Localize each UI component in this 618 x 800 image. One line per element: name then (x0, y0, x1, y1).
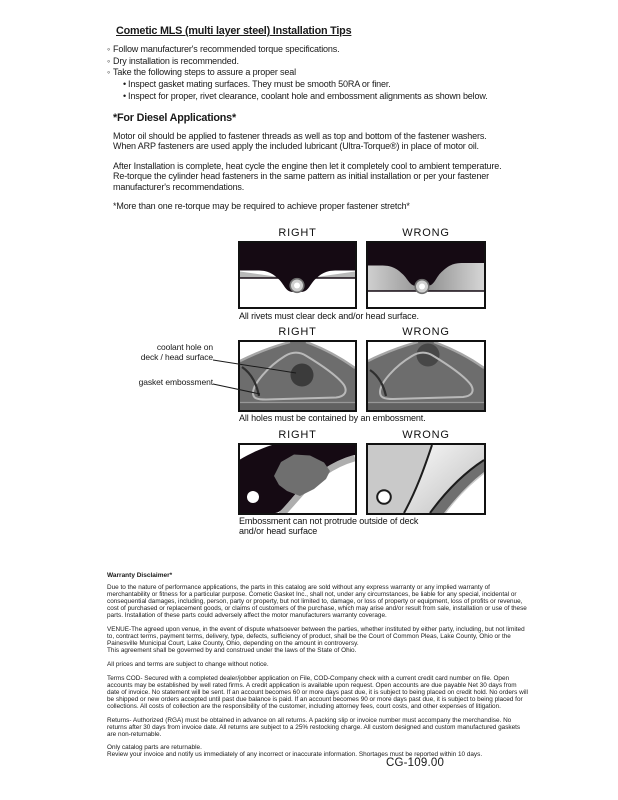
protrusion-wrong-panel (366, 443, 486, 515)
page-title: Cometic MLS (multi layer steel) Installation Tips (116, 25, 352, 37)
open-bullet-icon: ◦ (107, 55, 111, 66)
rivet-right-illustration (240, 243, 355, 307)
embossment-wrong-illustration (368, 342, 484, 410)
disclaimer-paragraph: All prices and terms are subject to change without notice. (107, 660, 269, 668)
open-bullet-icon: ◦ (107, 44, 111, 54)
diesel-paragraph: Motor oil should be applied to fastener threads as well as top and bottom of the fastener washers. When ARP fasteners are used apply the included lubricant (Ultra-Torque®) in place of motor oil. (113, 131, 487, 152)
disclaimer-paragraph: Only catalog parts are returnable. (107, 744, 202, 752)
right-label: RIGHT (278, 429, 317, 441)
disclaimer-paragraph: VENUE-The agreed upon venue, in the event of dispute whatsoever between the parties, whether instituted by either party, including, but not limited to, contract terms, payment terms, delivery, type, defects, sufficiency of product, shall be the Court of Common Pleas, Lake County, Ohio or the Painesville Municipal Court, Lake County, Ohio, depending on the amount in controversy. (107, 626, 525, 648)
installation-tips-list (107, 44, 488, 103)
protrusion-right-illustration (240, 445, 355, 513)
protrusion-right-panel (238, 443, 357, 515)
tip-text: Take the following steps to assure a proper seal (113, 67, 296, 78)
protrusion-caption: Embossment can not protrude outside of deck and/or head surface (239, 516, 419, 536)
retorque-note: *More than one re-torque may be required to achieve proper fastener stretch* (113, 201, 410, 212)
diesel-paragraph: After Installation is complete, heat cycle the engine then let it completely cool to ambient temperature. Re-torque the cylinder head fasteners in the same pattern as initial installation or per your fastener manufacturer's recommendations. (113, 160, 502, 192)
embossment-right-panel (238, 340, 357, 412)
rivet-right-panel (238, 241, 357, 309)
embossment-wrong-panel (366, 340, 486, 412)
catalog-page-code: CG-109.00 (386, 757, 445, 769)
right-label: RIGHT (278, 326, 317, 338)
warranty-disclaimer-section (107, 572, 528, 765)
open-bullet-icon: ◦ (107, 67, 111, 78)
tip-text: Inspect for proper, rivet clearance, coolant hole and embossment alignments as shown below. (128, 90, 488, 101)
protrusion-wrong-illustration (368, 445, 484, 513)
diesel-applications-section (113, 112, 511, 220)
rivet-wrong-illustration (368, 243, 484, 307)
list-item (107, 44, 488, 56)
list-item (107, 79, 488, 91)
disclaimer-paragraph: Review your invoice and notify us immediately of any incorrect or inaccurate information. Shortages must be reported within 10 days. (107, 751, 483, 759)
filled-bullet-icon: • (123, 90, 127, 101)
disclaimer-paragraph: This agreement shall be governed by and construed under the laws of the State of Ohio. (107, 647, 357, 655)
embossment-caption: All holes must be contained by an embossment. (239, 413, 426, 423)
tip-text: Follow manufacturer's recommended torque specifications. (113, 44, 340, 54)
wrong-label: WRONG (402, 227, 450, 239)
tip-text: Dry installation is recommended. (113, 55, 239, 66)
rivet-wrong-panel (366, 241, 486, 309)
right-label: RIGHT (278, 227, 317, 239)
list-item (107, 91, 488, 103)
tip-text: Inspect gasket mating surfaces. They must be smooth 50RA or finer. (128, 79, 391, 90)
disclaimer-paragraph: Terms COD- Secured with a completed dealer/jobber application on File, COD-Company check with a current credit card number on file. Open accounts may be established by well rated firms. A credit application is available upon request. Open accounts are due payable Net 30 days from date of invoice. No statement will be sent. If an account becomes 60 or more days past due, it is subject to being placed on credit hold. No orders will be shipped or new orders accepted until past due balance is paid. If an account becomes 90 or more days past due, it is subject to being placed for collections. All costs of collection are the responsibility of the customer, including attorney fees, court costs, and other expenses of litigation. (107, 674, 528, 710)
coolant-hole-callout: coolant hole on deck / head surface (140, 342, 213, 362)
gasket-embossment-callout: gasket embossment (138, 377, 213, 387)
wrong-label: WRONG (402, 326, 450, 338)
diesel-heading: *For Diesel Applications* (113, 112, 236, 124)
embossment-right-illustration (240, 342, 355, 410)
wrong-label: WRONG (402, 429, 450, 441)
filled-bullet-icon: • (123, 79, 127, 90)
disclaimer-heading: Warranty Disclaimer* (107, 572, 173, 579)
rivet-caption: All rivets must clear deck and/or head surface. (239, 311, 419, 321)
list-item (107, 67, 488, 79)
list-item (107, 56, 488, 68)
disclaimer-paragraph: Due to the nature of performance applications, the parts in this catalog are sold without any express warranty or any implied warranty of merchantability or fitness for a particular purpose. Cometic Gasket Inc., shall not, under any circumstances, be liable for any special, incidental or consequential damages, including, person, party or property, but not limited to, damage, or loss of property or equipment, loss of profits or revenue, cost of purchased or replacement goods, or claims of customers of the purchase, which may arise and/or result from sale, installation or use of these parts. Installation of these parts could adversely affect the motor manufacturers warranty coverage. (107, 584, 527, 620)
disclaimer-paragraph: Returns- Authorized (RGA) must be obtained in advance on all returns. A packing slip or invoice number must accompany the merchandise. No returns after 30 days from invoice date. All returns are subject to a 25% restocking charge. All custom designed and custom manufactured gaskets are non-returnable. (107, 716, 521, 738)
